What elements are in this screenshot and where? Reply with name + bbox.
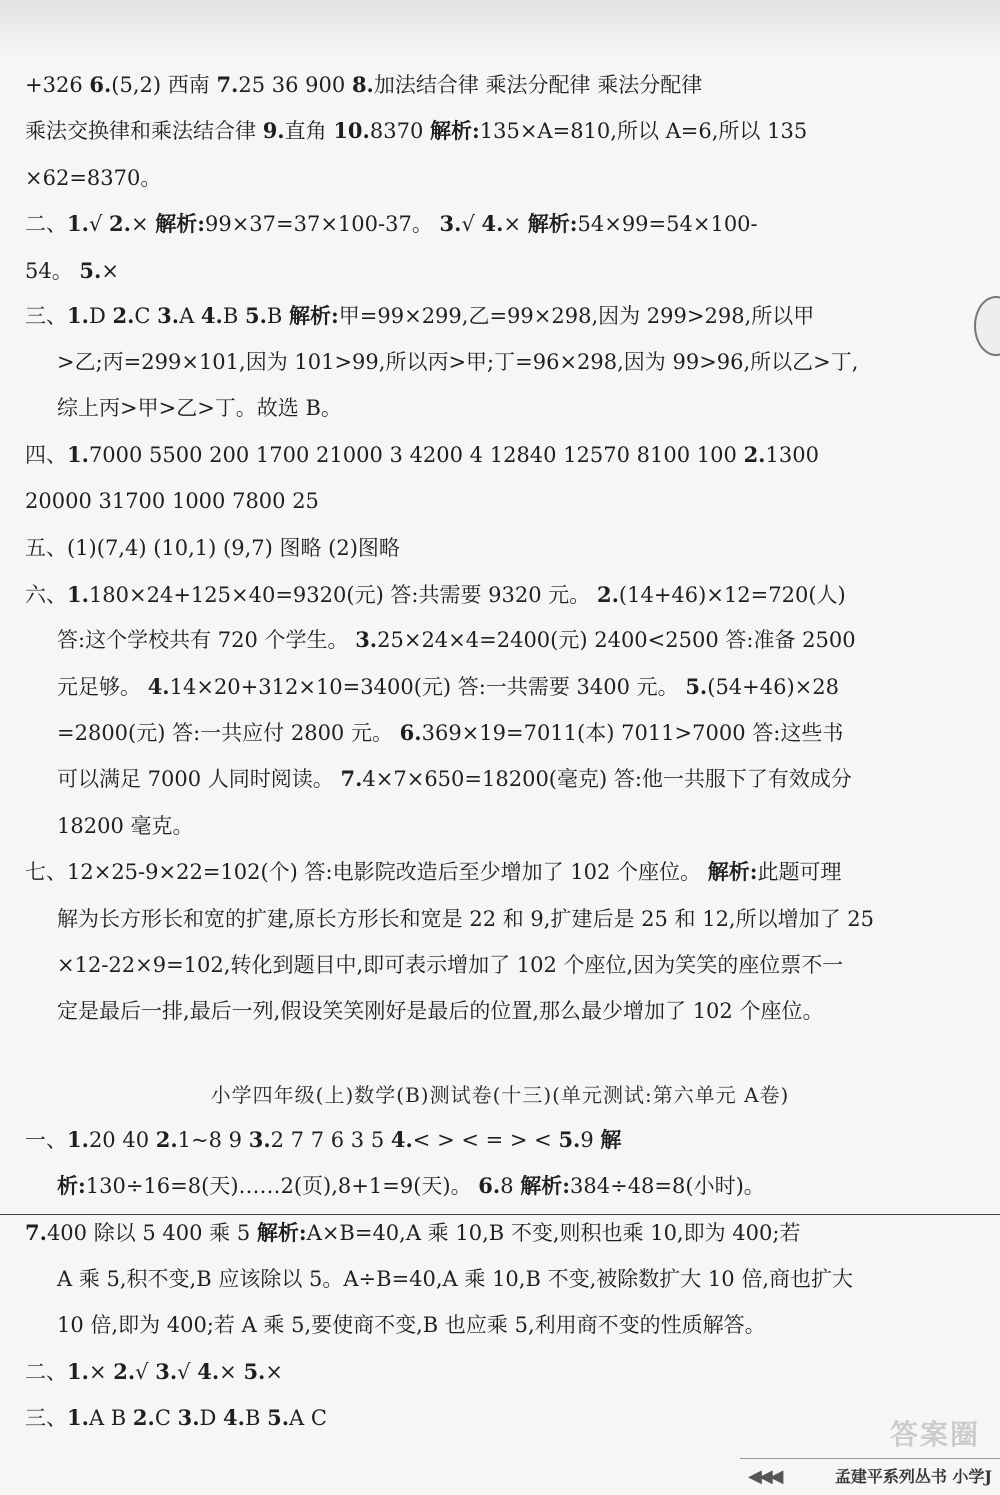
item-marker: 2.: [113, 1359, 136, 1384]
text-segment: 综上丙>甲>乙>丁。故选 B。: [57, 396, 342, 420]
text-segment: A C: [289, 1406, 327, 1430]
text-segment: 三、: [25, 1406, 67, 1430]
item-marker: 解析:: [289, 303, 339, 328]
item-marker: 解析:: [527, 211, 578, 236]
text-segment: < > < = > <: [412, 1128, 559, 1152]
text-segment: 六、: [25, 583, 67, 607]
text-segment: ×: [101, 259, 119, 283]
item-marker: 5.: [244, 303, 267, 328]
text-line: [25, 533, 976, 563]
item-marker: 解: [600, 1127, 622, 1152]
text-segment: ×62=8370。: [25, 166, 162, 190]
text-segment: 4×7×650=18200(毫克) 答:他一共服下了有效成分: [362, 767, 852, 791]
item-marker: 2.: [109, 211, 131, 236]
text-segment: 8: [500, 1174, 521, 1198]
text-line: [25, 209, 976, 239]
text-segment: 此题可理: [757, 860, 842, 884]
item-marker: 4.: [481, 211, 504, 236]
text-segment: √: [461, 212, 482, 236]
text-line: [57, 1310, 976, 1340]
item-marker: 1.: [67, 1359, 89, 1384]
text-segment: A B: [88, 1406, 133, 1430]
text-segment: 384÷48=8(小时)。: [570, 1174, 765, 1198]
text-segment: 直角: [284, 119, 334, 143]
text-segment: A×B=40,A 乘 10,B 不变,则积也乘 10,即为 400;若: [306, 1221, 801, 1245]
text-segment: 10 倍,即为 400;若 A 乘 5,要使商不变,B 也应乘 5,利用商不变的性质解答。: [57, 1313, 766, 1337]
text-segment: 元足够。: [57, 675, 148, 699]
text-line: [57, 393, 976, 423]
footer-series: 孟建平系列丛书 小学J: [834, 1467, 992, 1486]
text-line: [25, 580, 976, 610]
item-marker: 3.: [439, 211, 462, 236]
text-segment: 54×99=54×100-: [577, 212, 758, 236]
text-segment: 25×24×4=2400(元) 2400<2500 答:准备 2500: [377, 628, 856, 652]
item-marker: 1.: [67, 1127, 89, 1152]
text-segment: 7000 5500 200 1700 21000 3 4200 4 12840 12570 8100 100: [88, 443, 744, 467]
text-segment: ×: [265, 1360, 283, 1384]
text-segment: 25 36 900: [238, 73, 352, 97]
item-marker: 3.: [355, 627, 378, 652]
text-segment: +326: [25, 73, 90, 97]
page-shadow: [0, 0, 1000, 60]
text-segment: 20000 31700 1000 7800 25: [25, 489, 319, 513]
text-segment: ×: [130, 212, 156, 236]
item-marker: 4.: [200, 303, 223, 328]
item-marker: 8.: [351, 72, 374, 97]
item-marker: 3.: [248, 1127, 271, 1152]
text-segment: 400 除以 5 400 乘 5: [46, 1221, 257, 1245]
text-segment: (5,2) 西南: [111, 73, 217, 97]
text-segment: A 乘 5,积不变,B 应该除以 5。A÷B=40,A 乘 10,B 不变,被除数扩大 10 倍,商也扩大: [57, 1267, 853, 1291]
item-marker: 析:: [57, 1173, 86, 1198]
item-marker: 2.: [132, 1405, 155, 1430]
item-marker: 7.: [216, 72, 239, 97]
item-marker: 3.: [155, 1359, 178, 1384]
text-segment: 四、: [25, 443, 67, 467]
item-marker: 6.: [478, 1173, 501, 1198]
text-segment: 20 40: [88, 1128, 156, 1152]
watermark-logo-text: 答案圈: [889, 1418, 980, 1451]
item-marker: 解析:: [520, 1173, 571, 1198]
text-line: [57, 625, 976, 655]
item-marker: 1.: [67, 582, 89, 607]
item-marker: 3.: [177, 1405, 200, 1430]
text-line: [57, 1264, 976, 1294]
text-segment: √: [135, 1360, 156, 1384]
item-marker: 5.: [243, 1359, 266, 1384]
page-footer: [740, 1447, 1000, 1495]
item-marker: 1.: [67, 442, 89, 467]
text-segment: 18200 毫克。: [57, 814, 194, 838]
text-segment: 135×A=810,所以 A=6,所以 135: [479, 119, 808, 143]
text-line: [57, 811, 976, 841]
text-segment: ×12-22×9=102,转化到题目中,即可表示增加了 102 个座位,因为笑笑的座位票不一: [57, 953, 844, 977]
side-stamp: [974, 296, 1000, 356]
text-segment: 1300: [765, 443, 819, 467]
item-marker: 7.: [25, 1220, 47, 1245]
text-line: [25, 857, 976, 887]
item-marker: 2.: [743, 442, 766, 467]
item-marker: 5.: [267, 1405, 290, 1430]
text-segment: D: [199, 1406, 224, 1430]
item-marker: 4.: [197, 1359, 220, 1384]
item-marker: 解析:: [429, 118, 480, 143]
text-segment: 99×37=37×100-37。: [204, 212, 440, 236]
text-line: [57, 347, 976, 377]
text-segment: 乘法交换律和乘法结合律: [25, 119, 263, 143]
item-marker: 9.: [262, 118, 285, 143]
text-segment: √: [177, 1360, 198, 1384]
text-segment: 180×24+125×40=9320(元) 答:共需要 9320 元。: [88, 583, 597, 607]
item-marker: 2.: [596, 582, 619, 607]
text-segment: A: [179, 304, 201, 328]
item-marker: 2.: [155, 1127, 178, 1152]
page-divider: [0, 1214, 1000, 1215]
item-marker: 1.: [67, 303, 89, 328]
text-line: [25, 70, 976, 100]
section-title: 小学四年级(上)数学(B)测试卷(十三)(单元测试:第六单元 A卷): [210, 1083, 790, 1107]
item-marker: 1.: [67, 1405, 89, 1430]
text-segment: 五、(1)(7,4) (10,1) (9,7) 图略 (2)图略: [25, 536, 400, 560]
text-segment: 七、12×25-9×22=102(个) 答:电影院改造后至少增加了 102 个座位。: [25, 860, 708, 884]
text-line: [57, 1171, 976, 1201]
text-segment: 14×20+312×10=3400(元) 答:一共需要 3400 元。: [169, 675, 686, 699]
item-marker: 5.: [558, 1127, 581, 1152]
text-line: [25, 1357, 976, 1387]
item-marker: 解析:: [256, 1220, 307, 1245]
text-segment: (14+46)×12=720(人): [618, 583, 846, 607]
text-segment: >乙;丙=299×101,因为 101>99,所以丙>甲;丁=96×298,因为 99>96,所以乙>丁,: [57, 350, 859, 374]
text-segment: ×: [88, 1360, 114, 1384]
text-segment: 二、: [25, 1360, 67, 1384]
text-segment: 定是最后一排,最后一列,假设笑笑刚好是最后的位置,那么最少增加了 102 个座位。: [57, 999, 824, 1023]
item-marker: 解析:: [155, 211, 205, 236]
text-line: [25, 1218, 976, 1248]
text-segment: 答:这个学校共有 720 个学生。: [57, 628, 356, 652]
text-line: [57, 718, 976, 748]
item-marker: 4.: [147, 674, 170, 699]
text-segment: 130÷16=8(天)……2(页),8+1=9(天)。: [85, 1174, 479, 1198]
item-marker: 7.: [340, 766, 363, 791]
text-segment: =2800(元) 答:一共应付 2800 元。: [57, 721, 400, 745]
item-marker: 3.: [157, 303, 180, 328]
text-segment: 一、: [25, 1128, 67, 1152]
text-line: [57, 950, 976, 980]
text-line: [25, 486, 976, 516]
text-segment: 甲=99×299,乙=99×298,因为 299>298,所以甲: [338, 304, 815, 328]
text-line: [25, 256, 976, 286]
text-line: [57, 672, 976, 702]
text-segment: 三、: [25, 304, 67, 328]
text-line: [25, 440, 976, 470]
item-marker: 1.: [67, 211, 89, 236]
text-segment: B: [222, 304, 245, 328]
text-segment: 2 7 7 6 3 5: [270, 1128, 391, 1152]
item-marker: 5.: [79, 258, 102, 283]
text-line: [57, 996, 976, 1026]
text-segment: 加法结合律 乘法分配律 乘法分配律: [373, 73, 703, 97]
text-segment: 8370: [369, 119, 430, 143]
text-line: [25, 301, 976, 331]
item-marker: 10.: [333, 118, 370, 143]
text-line: [25, 163, 976, 193]
text-line: [25, 1125, 976, 1155]
item-marker: 6.: [89, 72, 112, 97]
text-segment: C: [134, 304, 158, 328]
text-segment: ×: [219, 1360, 244, 1384]
item-marker: 2.: [112, 303, 135, 328]
text-segment: 9: [580, 1128, 601, 1152]
item-marker: 5.: [685, 674, 708, 699]
text-line: [25, 116, 976, 146]
text-segment: B: [266, 304, 290, 328]
text-segment: 1~8 9: [177, 1128, 249, 1152]
text-segment: 54。: [25, 259, 80, 283]
text-segment: D: [88, 304, 113, 328]
text-segment: 可以满足 7000 人同时阅读。: [57, 767, 341, 791]
text-segment: (54+46)×28: [707, 675, 839, 699]
item-marker: 6.: [399, 720, 422, 745]
text-segment: 二、: [25, 212, 67, 236]
footer-rule: [740, 1458, 1000, 1459]
text-segment: 369×19=7011(本) 7011>7000 答:这些书: [421, 721, 844, 745]
item-marker: 4.: [223, 1405, 245, 1430]
text-segment: 解为长方形长和宽的扩建,原长方形长和宽是 22 和 9,扩建后是 25 和 12,所以增加了 25: [57, 907, 874, 931]
text-segment: B: [244, 1406, 268, 1430]
text-line: [57, 764, 976, 794]
item-marker: 4.: [390, 1127, 413, 1152]
text-segment: √: [88, 212, 109, 236]
text-line: [57, 904, 976, 934]
arrow-left-icon: ◀◀◀: [748, 1466, 781, 1487]
item-marker: 解析:: [707, 859, 758, 884]
text-segment: C: [154, 1406, 178, 1430]
text-segment: ×: [503, 212, 528, 236]
